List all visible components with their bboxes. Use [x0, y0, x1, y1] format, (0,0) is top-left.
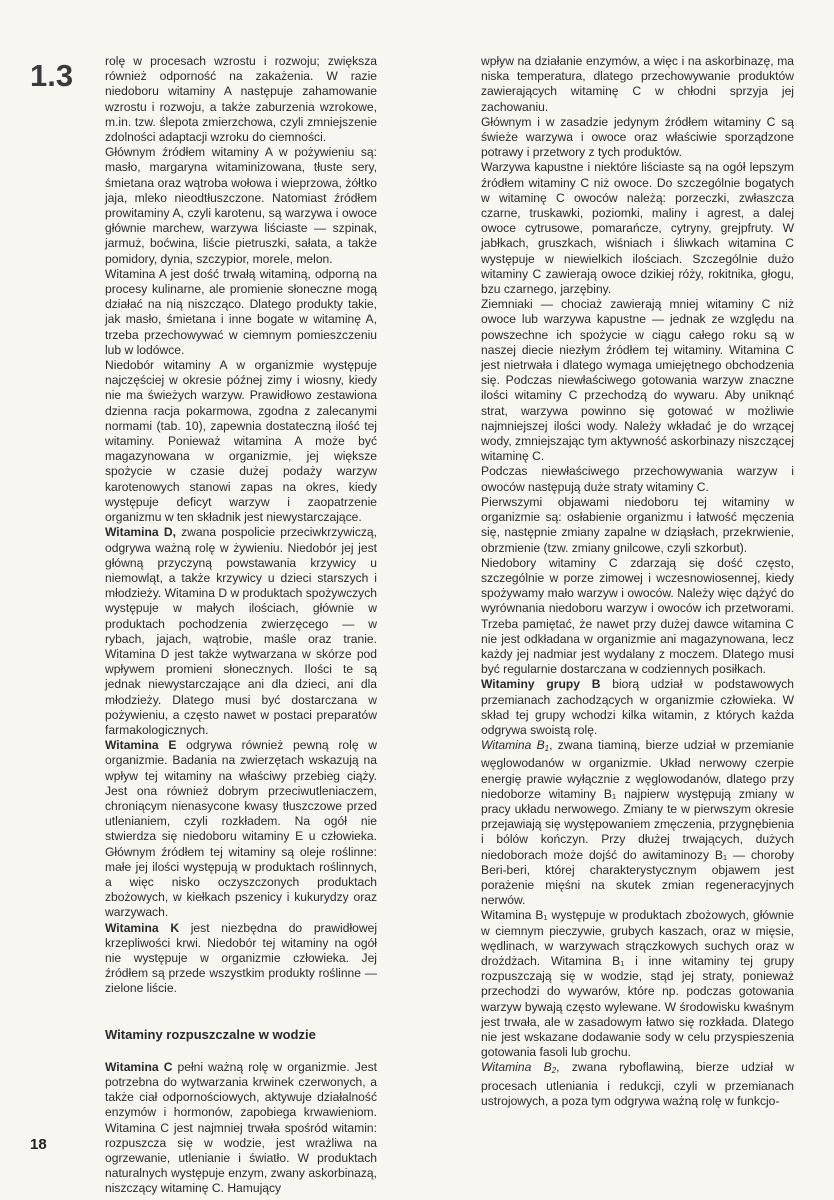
paragraph: rolę w procesach wzrostu i rozwoju; zwiększa również odporność na zakażenia. W razie niedoboru witaminy A następuje zahamowanie wzrostu i rozwoju, a także zaburzenia wzrokowe, m.in. tzw. ślepota zmierzchowa, czyli zmniejszenie zdolności adaptacji wzroku do ciemności.	[105, 54, 377, 145]
paragraph-text: , zwana ryboflawiną, bierze udział w procesach utleniania i redukcji, czyli w przemianach ustrojowych, a poza tym odgrywa ważną rolę w funkcjo-	[481, 1060, 794, 1108]
subscript: 1	[544, 744, 550, 754]
left-column	[105, 54, 377, 1197]
page-number: 18	[30, 1136, 47, 1153]
paragraph: Witamina A jest dość trwałą witaminą, odporną na procesy kulinarne, ale promienie słoneczne mogą działać na nią niszcząco. Dlatego produkty takie, jak masło, śmietana i inne bogate w witaminę A, trzeba przechowywać w ciemnym pomieszczeniu lub w lodówce.	[105, 266, 377, 357]
paragraph-text: zwana pospolicie przeciwkrzywiczą, odgrywa ważną rolę w żywieniu. Niedobór jej jest główną przyczyną powstawania krzywicy u niemowląt, a także krzywicy u dzieci starszych i młodzieży. Witamina D w produktach spożywczych występuje w małych ilościach, głównie w produktach pochodzenia zwierzęcego — w rybach, jajach, wątrobie, maśle oraz tranie. Witamina D jest także wytwarzana w skórze pod wpływem promieni słonecznych. Ilości te są jednak niewystarczające ani dla dzieci, ani dla młodzieży. Dlatego musi być dostarczana w pożywieniu, a często nawet w postaci preparatów farmakologicznych.	[105, 525, 377, 737]
paragraph: Głównym źródłem witaminy A w pożywieniu są: masło, margaryna witaminizowana, tłuste sery, śmietana oraz wątroba wołowa i wieprzowa, żółtko jaja, mleko nieodtłuszczone. Natomiast źródłem prowitaminy A, czyli karotenu, są warzywa i owoce głównie marchew, warzywa liściaste — szpinak, jarmuż, boćwina, liście pietruszki, sałata, a także pomidory, dynia, szczypior, morele, melon.	[105, 145, 377, 266]
paragraph	[105, 1060, 377, 1197]
paragraph	[481, 1060, 794, 1109]
paragraph	[105, 738, 377, 920]
right-column	[481, 54, 794, 1109]
paragraph-text: , zwana tiaminą, bierze udział w przemianie węglowodanów w organizmie. Układ nerwowy czerpie energię prawie wyłącznie z węglowodanów, dlatego przy niedoborze witaminy B₁ najpierw występują zmiany w pracy układu nerwowego. Zmiany te w pierwszym okresie przejawiają się występowaniem zmęczenia, przygnębienia i bólów kończyn. Przy dłużej trwających, dużych niedoborach może dojść do awitaminozy B₁ — choroby Beri-beri, której charakterystycznym objawem jest porażenie mięśni na skutek zmian regeneracyjnych nerwów.	[481, 738, 794, 908]
paragraph: Głównym i w zasadzie jedynym źródłem witaminy C są świeże warzywa i owoce oraz właściwie sporządzone potrawy i przetwory z tych produktów.	[481, 114, 794, 160]
paragraph: Warzywa kapustne i niektóre liściaste są na ogół lepszym źródłem witaminy C niż owoce. Do szczególnie bogatych w witaminę C owoców należą: porzeczki, zwłaszcza czarne, truskawki, poziomki, maliny i agrest, a dalej owoce cytrusowe, pomarańcze, cytryny, grejpfruty. W jabłkach, gruszkach, wiśniach i śliwkach witamina C występuje w niewielkich ilościach. Szczególnie dużo witaminy C zawierają owoce dzikiej róży, rokitnika, głogu, bzu czarnego, jarzębiny.	[481, 160, 794, 297]
vitamin-k-term: Witamina K	[105, 920, 180, 935]
vitamin-b2-term	[481, 1060, 556, 1074]
paragraph	[481, 677, 794, 738]
vitamin-d-term: Witamina D,	[105, 525, 176, 540]
paragraph: Witamina B₁ występuje w produktach zbożowych, głównie w ciemnym pieczywie, grubych kaszach, oraz w mięsie, wędlinach, w warzywach strączkowych suchych oraz w drożdżach. Witamina B₁ i inne witaminy tej grupy rozpuszczają się w wodzie, stąd jej straty, ponieważ przechodzi do wywarów, które np. podczas gotowania warzyw bywają często wylewane. W środowisku kwaśnym jest trwała, ale w zasadowym łatwo się rozkłada. Dlatego nie jest wskazane dodawanie sody w celu przyspieszenia gotowania fasoli lub grochu.	[481, 908, 794, 1060]
paragraph: wpływ na działanie enzymów, a więc i na askorbinazę, ma niska temperatura, dlatego przechowywanie produktów zawierających witaminę C w chłodni sprzyja jej zachowaniu.	[481, 54, 794, 114]
paragraph: Pierwszymi objawami niedoboru tej witaminy w organizmie są: osłabienie organizmu i łatwość męczenia się, następnie zmiany zapalne w dziąsłach, przekrwienie, obrzmienie (tzw. zmiany gnilcowe, czyli szkorbut).	[481, 494, 794, 555]
section-heading: Witaminy rozpuszczalne w wodzie	[105, 1026, 316, 1042]
paragraph-text: biorą udział w podstawowych przemianach zachodzących w organizmie człowieka. W skład tej grupy wchodzi kilka witamin, z których każda odgrywa swoistą rolę.	[481, 677, 794, 737]
term-text: Witamina B	[481, 738, 545, 753]
vitamin-e-term: Witamina E	[105, 738, 177, 753]
paragraph	[105, 525, 377, 738]
section-number: 1.3	[30, 58, 74, 93]
term-text: Witamina B	[481, 1060, 552, 1075]
paragraph	[481, 738, 794, 908]
paragraph: Ziemniaki — chociaż zawierają mniej witaminy C niż owoce lub warzywa kapustne — jednak ze względu na powszechne ich spożycie w ciągu całego roku są w naszej diecie niezłym źródłem tej witaminy. Witamina C jest nietrwała i dlatego wymaga umiejętnego obchodzenia się. Podczas niewłaściwego gotowania warzyw znaczne ilości witaminy C przechodzą do wywaru. Aby uniknąć strat, warzywa powinno się gotować w możliwie najmniejszej ilości wody. Należy wkładać je do wrzącej wody, zmniejszając tym aktywność askorbinazy niszczącej witaminę C.	[481, 297, 794, 464]
paragraph-text: jest niezbędna do prawidłowej krzepliwości krwi. Niedobór tej witaminy na ogół nie występuje w organizmie człowieka. Jej źródłem są przede wszystkim produkty roślinne — zielone liście.	[105, 920, 377, 996]
paragraph: Niedobór witaminy A w organizmie występuje najczęściej w okresie późnej zimy i wiosny, kiedy nie ma świeżych warzyw. Prawidłowo zestawiona dzienna racja pokarmowa, zgodna z zalecanymi normami (tab. 10), zapewnia dostateczną ilość tej witaminy. Ponieważ witamina A może być magazynowana w organizmie, jej większe spożycie w czasie dużej podaży warzyw karotenowych stanowi zapas na okres, kiedy występuje deficyt warzyw i zaopatrzenie organizmu w ten składnik jest niewystarczające.	[105, 358, 377, 525]
vitamin-c-term: Witamina C	[105, 1059, 173, 1074]
paragraph: Podczas niewłaściwego przechowywania warzyw i owoców następują duże straty witaminy C.	[481, 464, 794, 494]
vitamin-b-group-term: Witaminy grupy B	[481, 677, 601, 692]
vitamin-b1-term	[481, 738, 549, 752]
paragraph	[105, 921, 377, 997]
subscript: 2	[551, 1066, 557, 1076]
paragraph-text: odgrywa również pewną rolę w organizmie. Badania na zwierzętach wskazują na wpływ tej witaminy na właściwy przebieg ciąży. Jest ona również dobrym przeciwutleniaczem, chroniącym nienasycone kwasy tłuszczowe przed utlenianiem, czyli rozkładem. Na ogół nie stwierdza się niedoboru witaminy E u człowieka. Głównym źródłem tej witaminy są oleje roślinne: małe jej ilości występują w produktach roślinnych, a więc nisko oczyszczonych produktach zbożowych, w kiełkach pszenicy i kukurydzy oraz warzywach.	[105, 738, 377, 920]
paragraph-text: pełni ważną rolę w organizmie. Jest potrzebna do wytwarzania krwinek czerwonych, a także ciał odpornościowych, aktywuje działalność enzymów i hormonów, zapobiega krwawieniom. Witamina C jest najmniej trwała spośród witamin: rozpuszcza się w wodzie, jest wrażliwa na ogrzewanie, utlenianie i światło. W produktach naturalnych występuje enzym, zwany askorbinazą, niszczący witaminę C. Hamujący	[105, 1059, 378, 1196]
paragraph: Niedobory witaminy C zdarzają się dość często, szczególnie w porze zimowej i wczesnowiosennej, kiedy spożywamy mało warzyw i owoców. Należy więc dążyć do wyrównania niedoboru warzyw i owoców ich przetworami. Trzeba pamiętać, że nawet przy dużej dawce witamina C nie jest odkładana w organizmie ani magazynowana, lecz każdy jej nadmiar jest wydalany z moczem. Dlatego musi być regularnie dostarczana w codziennych posiłkach.	[481, 555, 794, 677]
